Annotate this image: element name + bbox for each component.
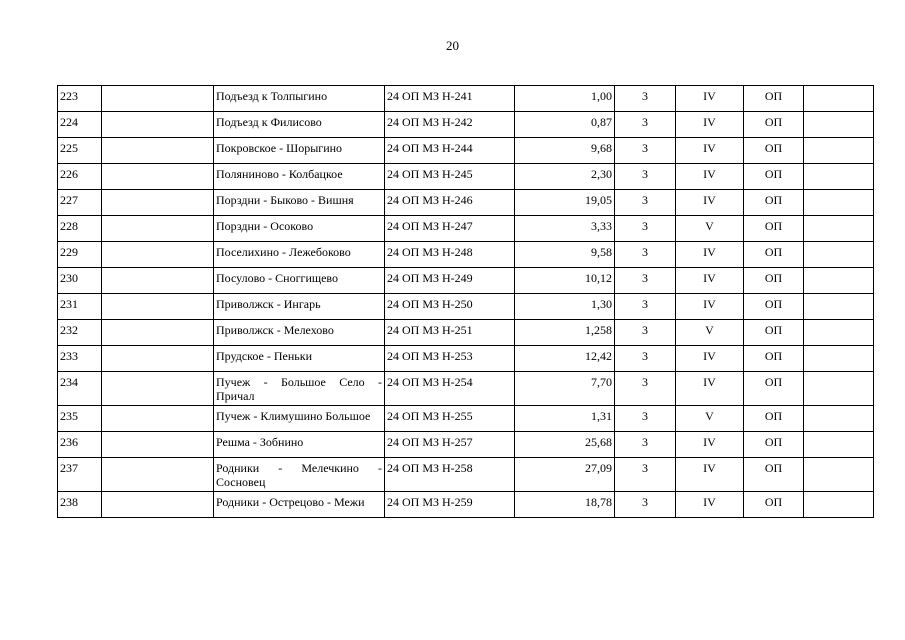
type-cell: ОП [744,190,804,216]
road-length-cell: 2,30 [515,164,615,190]
road-name-cell: Порздни - Быково - Вишня [214,190,385,216]
road-name-cell: Решма - Зобнино [214,432,385,458]
road-length-cell: 9,68 [515,138,615,164]
extra-cell [804,346,874,372]
lanes-cell: 3 [615,164,676,190]
road-length-cell: 1,31 [515,406,615,432]
table-row [58,86,874,112]
table-row [58,112,874,138]
road-code-cell: 24 ОП МЗ Н-258 [385,458,515,492]
road-name-cell: Приволжск - Мелехово [214,320,385,346]
row-number-cell: 228 [58,216,102,242]
type-cell: ОП [744,216,804,242]
extra-cell [804,458,874,492]
lanes-cell: 3 [615,372,676,406]
table-row [58,458,874,492]
page-number: 20 [446,38,459,53]
category-cell: V [676,320,744,346]
table-row [58,320,874,346]
type-cell: ОП [744,294,804,320]
blank-cell [102,112,214,138]
table-row [58,294,874,320]
extra-cell [804,406,874,432]
blank-cell [102,216,214,242]
type-cell: ОП [744,458,804,492]
category-cell: IV [676,268,744,294]
lanes-cell: 3 [615,320,676,346]
row-number-cell: 224 [58,112,102,138]
road-name-cell: Подъезд к Толпыгино [214,86,385,112]
category-cell: IV [676,164,744,190]
road-name-cell: Посулово - Сноггищево [214,268,385,294]
row-number-cell: 234 [58,372,102,406]
lanes-cell: 3 [615,346,676,372]
extra-cell [804,112,874,138]
road-name-cell: Покровское - Шорыгино [214,138,385,164]
category-cell: IV [676,138,744,164]
row-number-cell: 223 [58,86,102,112]
blank-cell [102,164,214,190]
extra-cell [804,320,874,346]
table-row [58,242,874,268]
row-number-cell: 227 [58,190,102,216]
row-number-cell: 233 [58,346,102,372]
type-cell: ОП [744,346,804,372]
row-number-cell: 236 [58,432,102,458]
road-length-cell: 12,42 [515,346,615,372]
extra-cell [804,242,874,268]
road-length-cell: 1,00 [515,86,615,112]
category-cell: IV [676,432,744,458]
category-cell: V [676,406,744,432]
lanes-cell: 3 [615,406,676,432]
extra-cell [804,372,874,406]
lanes-cell: 3 [615,138,676,164]
road-registry-table [57,85,874,518]
road-name-cell: Пучеж - Климушино Большое [214,406,385,432]
category-cell: V [676,216,744,242]
extra-cell [804,164,874,190]
table-row [58,406,874,432]
category-cell: IV [676,86,744,112]
extra-cell [804,190,874,216]
lanes-cell: 3 [615,190,676,216]
type-cell: ОП [744,492,804,518]
blank-cell [102,372,214,406]
road-length-cell: 25,68 [515,432,615,458]
road-length-cell: 18,78 [515,492,615,518]
road-code-cell: 24 ОП МЗ Н-249 [385,268,515,294]
table-row [58,268,874,294]
blank-cell [102,320,214,346]
type-cell: ОП [744,406,804,432]
category-cell: IV [676,458,744,492]
row-number-cell: 229 [58,242,102,268]
road-code-cell: 24 ОП МЗ Н-254 [385,372,515,406]
road-code-cell: 24 ОП МЗ Н-251 [385,320,515,346]
lanes-cell: 3 [615,458,676,492]
road-code-cell: 24 ОП МЗ Н-242 [385,112,515,138]
extra-cell [804,138,874,164]
extra-cell [804,492,874,518]
table-row [58,372,874,406]
road-code-cell: 24 ОП МЗ Н-247 [385,216,515,242]
lanes-cell: 3 [615,432,676,458]
lanes-cell: 3 [615,492,676,518]
type-cell: ОП [744,164,804,190]
type-cell: ОП [744,268,804,294]
road-length-cell: 1,258 [515,320,615,346]
road-length-cell: 10,12 [515,268,615,294]
type-cell: ОП [744,242,804,268]
category-cell: IV [676,190,744,216]
category-cell: IV [676,242,744,268]
type-cell: ОП [744,112,804,138]
road-code-cell: 24 ОП МЗ Н-259 [385,492,515,518]
road-name-cell: Поляниново - Колбацкое [214,164,385,190]
road-name-cell: Поселихино - Лежебоково [214,242,385,268]
extra-cell [804,294,874,320]
road-name-cell: Родники - Мелечкино - Сосновец [214,458,385,492]
blank-cell [102,406,214,432]
type-cell: ОП [744,432,804,458]
road-name-cell: Подъезд к Филисово [214,112,385,138]
type-cell: ОП [744,372,804,406]
category-cell: IV [676,346,744,372]
road-name-cell: Порздни - Осоково [214,216,385,242]
road-length-cell: 1,30 [515,294,615,320]
row-number-cell: 232 [58,320,102,346]
row-number-cell: 238 [58,492,102,518]
road-code-cell: 24 ОП МЗ Н-253 [385,346,515,372]
table-row [58,190,874,216]
extra-cell [804,216,874,242]
category-cell: IV [676,372,744,406]
blank-cell [102,242,214,268]
blank-cell [102,432,214,458]
road-code-cell: 24 ОП МЗ Н-250 [385,294,515,320]
road-name-cell: Прудское - Пеньки [214,346,385,372]
blank-cell [102,86,214,112]
table-row [58,492,874,518]
blank-cell [102,458,214,492]
table-row [58,432,874,458]
road-code-cell: 24 ОП МЗ Н-248 [385,242,515,268]
road-code-cell: 24 ОП МЗ Н-257 [385,432,515,458]
lanes-cell: 3 [615,216,676,242]
blank-cell [102,294,214,320]
road-length-cell: 7,70 [515,372,615,406]
road-length-cell: 19,05 [515,190,615,216]
lanes-cell: 3 [615,86,676,112]
lanes-cell: 3 [615,268,676,294]
row-number-cell: 235 [58,406,102,432]
road-name-cell: Пучеж - Большое Село - Причал [214,372,385,406]
row-number-cell: 225 [58,138,102,164]
category-cell: IV [676,112,744,138]
road-length-cell: 3,33 [515,216,615,242]
road-code-cell: 24 ОП МЗ Н-245 [385,164,515,190]
type-cell: ОП [744,86,804,112]
road-code-cell: 24 ОП МЗ Н-241 [385,86,515,112]
blank-cell [102,492,214,518]
table-row [58,216,874,242]
road-length-cell: 0,87 [515,112,615,138]
type-cell: ОП [744,138,804,164]
table-row [58,138,874,164]
blank-cell [102,138,214,164]
category-cell: IV [676,294,744,320]
road-code-cell: 24 ОП МЗ Н-246 [385,190,515,216]
row-number-cell: 231 [58,294,102,320]
road-code-cell: 24 ОП МЗ Н-255 [385,406,515,432]
road-length-cell: 27,09 [515,458,615,492]
type-cell: ОП [744,320,804,346]
lanes-cell: 3 [615,112,676,138]
extra-cell [804,432,874,458]
lanes-cell: 3 [615,242,676,268]
extra-cell [804,86,874,112]
road-name-cell: Приволжск - Ингарь [214,294,385,320]
road-length-cell: 9,58 [515,242,615,268]
table-row [58,164,874,190]
table-row [58,346,874,372]
blank-cell [102,190,214,216]
lanes-cell: 3 [615,294,676,320]
table-body [58,86,874,518]
blank-cell [102,268,214,294]
row-number-cell: 226 [58,164,102,190]
row-number-cell: 237 [58,458,102,492]
road-code-cell: 24 ОП МЗ Н-244 [385,138,515,164]
road-name-cell: Родники - Острецово - Межи [214,492,385,518]
blank-cell [102,346,214,372]
category-cell: IV [676,492,744,518]
row-number-cell: 230 [58,268,102,294]
extra-cell [804,268,874,294]
